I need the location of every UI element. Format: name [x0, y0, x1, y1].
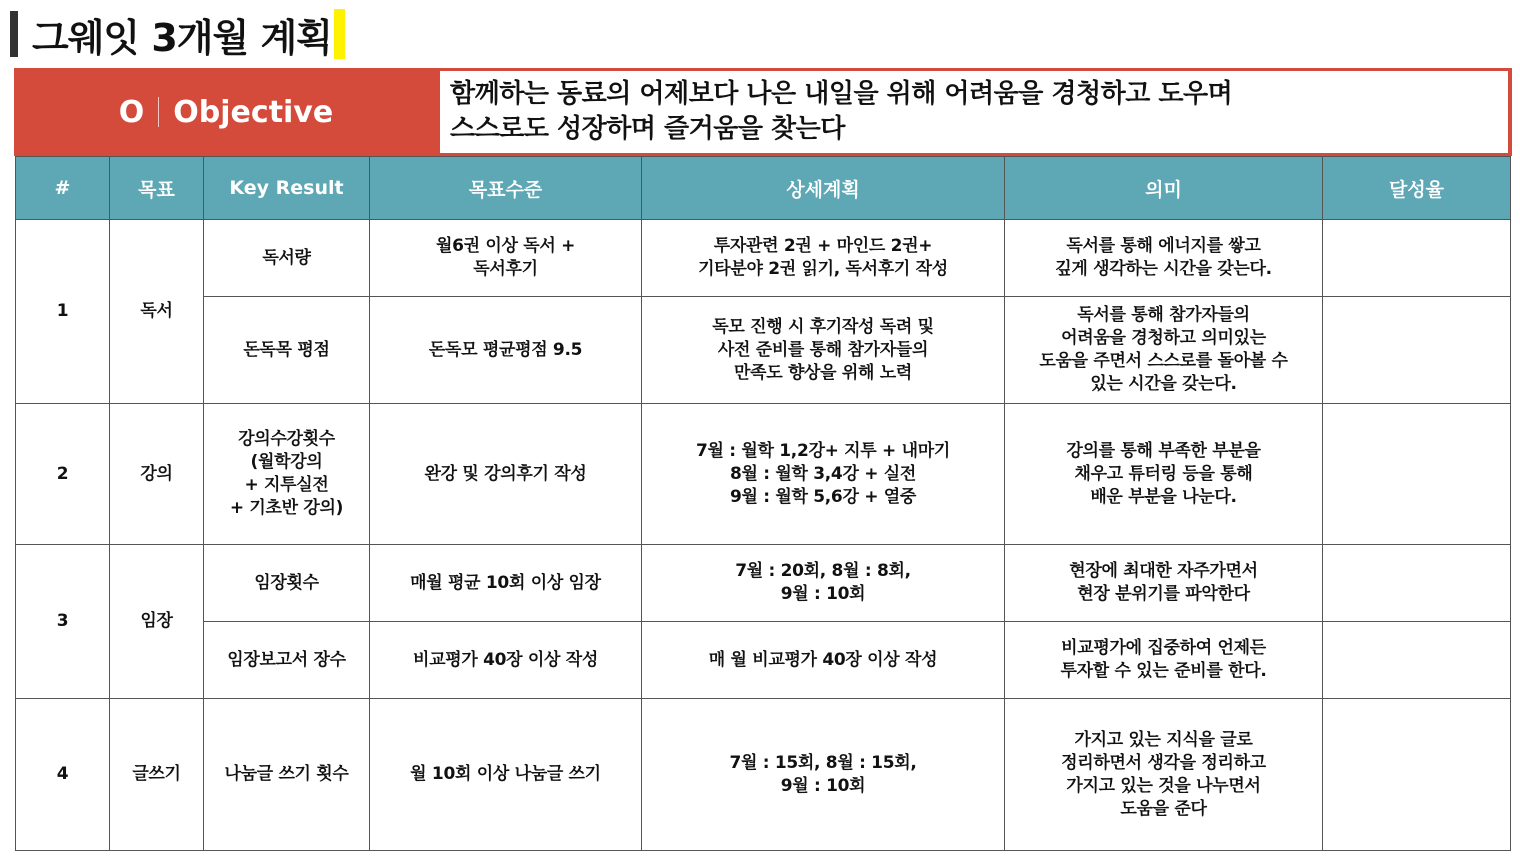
- target-level-cell: 매월 평균 10회 이상 임장: [370, 545, 642, 622]
- key-result-cell: 임장보고서 장수: [204, 622, 370, 699]
- meaning-cell: 현장에 최대한 자주가면서 현장 분위기를 파악한다: [1005, 545, 1323, 622]
- page-title: 그웨잇 3개월 계획: [32, 15, 332, 60]
- table-row: [16, 297, 1511, 404]
- goal-cell: 글쓰기: [110, 699, 204, 851]
- goal-cell: 임장: [110, 545, 204, 699]
- header-num: #: [16, 157, 110, 220]
- meaning-cell: 강의를 통해 부족한 부분을 채우고 튜터링 등을 통해 배운 부분을 나눈다.: [1005, 404, 1323, 545]
- table-row: [16, 404, 1511, 545]
- header-meaning: 의미: [1005, 157, 1323, 220]
- header-target-level: 목표수준: [370, 157, 642, 220]
- objective-line-2: 스스로도 성장하며 즐거움을 찾는다: [450, 114, 845, 144]
- achievement-rate-cell: [1323, 699, 1511, 851]
- header-row: [16, 157, 1511, 220]
- target-level-cell: 비교평가 40장 이상 작성: [370, 622, 642, 699]
- table-row: [16, 622, 1511, 699]
- header-detail-plan: 상세계획: [642, 157, 1005, 220]
- row-number: 2: [16, 404, 110, 545]
- detail-plan-cell: 독모 진행 시 후기작성 독려 및 사전 준비를 통해 참가자들의 만족도 향상을 위해 노력: [642, 297, 1005, 404]
- objective-divider: [158, 97, 159, 127]
- objective-label: [14, 68, 438, 156]
- meaning-cell: 가지고 있는 지식을 글로 정리하면서 생각을 정리하고 가지고 있는 것을 나누면서 도움을 준다: [1005, 699, 1323, 851]
- key-result-cell: 임장횟수: [204, 545, 370, 622]
- achievement-rate-cell: [1323, 545, 1511, 622]
- key-result-cell: 나눔글 쓰기 횟수: [204, 699, 370, 851]
- target-level-cell: 월6권 이상 독서 + 독서후기: [370, 220, 642, 297]
- table-row: [16, 220, 1511, 297]
- table-row: [16, 699, 1511, 851]
- goal-cell: 강의: [110, 404, 204, 545]
- meaning-cell: 비교평가에 집중하여 언제든 투자할 수 있는 준비를 한다.: [1005, 622, 1323, 699]
- key-result-cell: 독서량: [204, 220, 370, 297]
- achievement-rate-cell: [1323, 297, 1511, 404]
- objective-word: Objective: [173, 94, 334, 130]
- table-row: [16, 545, 1511, 622]
- meaning-cell: 독서를 통해 에너지를 쌓고 깊게 생각하는 시간을 갖는다.: [1005, 220, 1323, 297]
- achievement-rate-cell: [1323, 622, 1511, 699]
- key-result-cell: 강의수강횟수 (월학강의 + 지투실전 + 기초반 강의): [204, 404, 370, 545]
- achievement-rate-cell: [1323, 404, 1511, 545]
- header-goal: 목표: [110, 157, 204, 220]
- objective-line-1: 함께하는 동료의 어제보다 나은 내일을 위해 어려움을 경청하고 도우며: [450, 79, 1233, 109]
- row-number: 3: [16, 545, 110, 699]
- detail-plan-cell: 투자관련 2권 + 마인드 2권+ 기타분야 2권 읽기, 독서후기 작성: [642, 220, 1005, 297]
- goal-cell: 독서: [110, 220, 204, 404]
- header-key-result: Key Result: [204, 157, 370, 220]
- detail-plan-cell: 매 월 비교평가 40장 이상 작성: [642, 622, 1005, 699]
- title-accent-bar: [10, 11, 18, 57]
- detail-plan-cell: 7월 : 월학 1,2강+ 지투 + 내마기 8월 : 월학 3,4강 + 실전 9월 : 월학 5,6강 + 열중: [642, 404, 1005, 545]
- okr-table: [15, 156, 1511, 851]
- detail-plan-cell: 7월 : 20회, 8월 : 8회, 9월 : 10회: [642, 545, 1005, 622]
- target-level-cell: 월 10회 이상 나눔글 쓰기: [370, 699, 642, 851]
- text-cursor-highlight: [334, 9, 345, 59]
- row-number: 4: [16, 699, 110, 851]
- key-result-cell: 돈독목 평점: [204, 297, 370, 404]
- title-block: [10, 8, 345, 60]
- row-number: 1: [16, 220, 110, 404]
- target-level-cell: 돈독모 평균평점 9.5: [370, 297, 642, 404]
- header-achievement-rate: 달성율: [1323, 157, 1511, 220]
- meaning-cell: 독서를 통해 참가자들의 어려움을 경청하고 의미있는 도움을 주면서 스스로를 돌아볼 수 있는 시간을 갖는다.: [1005, 297, 1323, 404]
- objective-letter: O: [118, 94, 145, 130]
- detail-plan-cell: 7월 : 15회, 8월 : 15회, 9월 : 10회: [642, 699, 1005, 851]
- objective-statement: [440, 71, 1508, 153]
- target-level-cell: 완강 및 강의후기 작성: [370, 404, 642, 545]
- objective-banner: [14, 68, 1512, 156]
- achievement-rate-cell: [1323, 220, 1511, 297]
